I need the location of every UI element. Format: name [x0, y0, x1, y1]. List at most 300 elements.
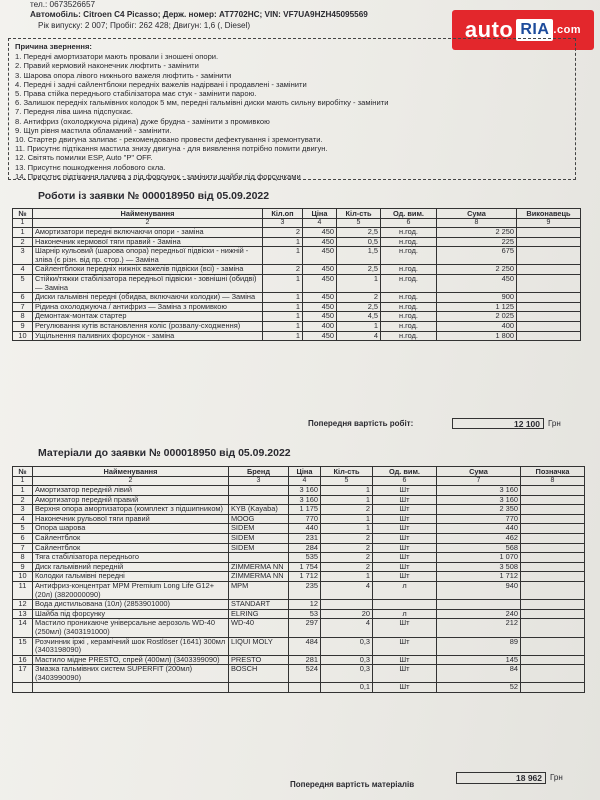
- materials-cell-mark: [521, 572, 585, 582]
- works-cell-unit: н.год.: [381, 312, 437, 322]
- works-row: [13, 237, 581, 247]
- materials-cell-name: Вода дистильована (10л) (2853901000): [33, 600, 229, 610]
- materials-cell-brand: ZIMMERMA NN: [229, 572, 289, 582]
- materials-cell-n: 15: [13, 637, 33, 655]
- materials-cell-price: [289, 683, 321, 693]
- materials-row: [13, 600, 585, 610]
- works-title: Роботи із заявки № 000018950 від 05.09.2022: [38, 190, 270, 202]
- materials-cell-name: Сайлентблок: [33, 543, 229, 553]
- materials-cell-unit: Шт: [373, 683, 437, 693]
- materials-cell-qty: 0,3: [321, 637, 373, 655]
- works-cell-n: 5: [13, 274, 33, 292]
- materials-row: [13, 609, 585, 619]
- materials-cell-sum: 1 070: [437, 553, 521, 563]
- works-row: [13, 331, 581, 341]
- materials-cell-price: 231: [289, 533, 321, 543]
- materials-cell-brand: SIDEM: [229, 533, 289, 543]
- materials-cell-price: 235: [289, 581, 321, 599]
- materials-cell-n: 9: [13, 562, 33, 572]
- works-cell-ops: 1: [263, 293, 303, 303]
- materials-cell-qty: 2: [321, 553, 373, 563]
- materials-cell-mark: [521, 581, 585, 599]
- materials-cell-name: Шайба під форсунку: [33, 609, 229, 619]
- works-header-cell: Кіл-сть: [337, 209, 381, 219]
- materials-cell-sum: 145: [437, 655, 521, 665]
- materials-cell-sum: 212: [437, 619, 521, 637]
- materials-row: [13, 619, 585, 637]
- materials-cell-brand: [229, 495, 289, 505]
- materials-cell-name: Колодки гальмівні передні: [33, 572, 229, 582]
- works-cell-n: 6: [13, 293, 33, 303]
- materials-cell-price: 297: [289, 619, 321, 637]
- materials-colnum-cell: 2: [33, 477, 229, 486]
- materials-cell-qty: 1: [321, 572, 373, 582]
- materials-cell-sum: 940: [437, 581, 521, 599]
- materials-row: [13, 655, 585, 665]
- works-cell-sum: 400: [437, 321, 517, 331]
- works-cell-ops: 1: [263, 321, 303, 331]
- materials-cell-brand: PRESTO: [229, 655, 289, 665]
- materials-cell-n: 7: [13, 543, 33, 553]
- works-cell-ops: 2: [263, 265, 303, 275]
- works-cell-name: Рідина охолоджуюча / антифриз — Заміна з промивкою: [33, 302, 263, 312]
- materials-row: [13, 637, 585, 655]
- materials-cell-n: 10: [13, 572, 33, 582]
- works-cell-qty: 2,5: [337, 265, 381, 275]
- works-cell-qty: 0,5: [337, 237, 381, 247]
- materials-cell-mark: [521, 562, 585, 572]
- works-cell-exec: [517, 302, 581, 312]
- materials-cell-mark: [521, 495, 585, 505]
- works-cell-exec: [517, 274, 581, 292]
- materials-header-cell: Бренд: [229, 467, 289, 477]
- works-cell-unit: н.год.: [381, 265, 437, 275]
- works-cell-sum: 2 250: [437, 265, 517, 275]
- works-colnum-cell: 9: [517, 219, 581, 228]
- works-row: [13, 228, 581, 238]
- materials-cell-sum: 462: [437, 533, 521, 543]
- materials-cell-n: 6: [13, 533, 33, 543]
- works-colnum-cell: 3: [263, 219, 303, 228]
- materials-total-label-text: Попередня вартість матеріалів: [290, 780, 415, 789]
- materials-cell-price: 770: [289, 514, 321, 524]
- works-cell-qty: 4: [337, 331, 381, 341]
- works-cell-exec: [517, 247, 581, 265]
- materials-header-cell: Позначка: [521, 467, 585, 477]
- materials-cell-brand: SIDEM: [229, 543, 289, 553]
- works-row: [13, 265, 581, 275]
- materials-cell-sum: 89: [437, 637, 521, 655]
- materials-header-cell: Кіл-сть: [321, 467, 373, 477]
- materials-row: [13, 486, 585, 496]
- materials-row: [13, 543, 585, 553]
- materials-row: [13, 495, 585, 505]
- works-cell-qty: 1: [337, 274, 381, 292]
- works-cell-price: 450: [303, 247, 337, 265]
- works-cell-qty: 4,5: [337, 312, 381, 322]
- materials-cell-mark: [521, 600, 585, 610]
- logo-brand: auto: [464, 17, 514, 42]
- works-cell-price: 450: [303, 237, 337, 247]
- reason-item: 5. Права стійка переднього стабілізатора має стук - замінити парою.: [15, 89, 257, 99]
- materials-header-cell: Сума: [437, 467, 521, 477]
- works-cell-sum: 675: [437, 247, 517, 265]
- materials-cell-price: 1 712: [289, 572, 321, 582]
- works-cell-name: Ущільнення паливних форсунок - заміна: [33, 331, 263, 341]
- materials-cell-sum: 84: [437, 665, 521, 683]
- works-table: [12, 208, 581, 341]
- works-cell-name: Регулювання кутів встановлення коліс (розвалу-сходження): [33, 321, 263, 331]
- materials-cell-qty: 2: [321, 505, 373, 515]
- materials-cell-unit: л: [373, 609, 437, 619]
- works-cell-exec: [517, 331, 581, 341]
- works-row: [13, 293, 581, 303]
- materials-cell-name: Амортизатор передній лівий: [33, 486, 229, 496]
- materials-cell-mark: [521, 514, 585, 524]
- works-cell-sum: 1 125: [437, 302, 517, 312]
- materials-cell-name: Змазка гальмівних систем SUPERFIT (200мл) (3403990090): [33, 665, 229, 683]
- materials-cell-n: [13, 683, 33, 693]
- works-cell-price: 450: [303, 293, 337, 303]
- works-cell-sum: 2 250: [437, 228, 517, 238]
- materials-cell-sum: 440: [437, 524, 521, 534]
- works-header-cell: Найменування: [33, 209, 263, 219]
- works-header-cell: Ціна: [303, 209, 337, 219]
- reason-item: 8. Антифриз (охолоджуюча рідина) дуже брудна - замінити з промивкою: [15, 116, 270, 126]
- materials-cell-brand: MPM: [229, 581, 289, 599]
- works-cell-name: Сайлентблоки передніх нижніх важелів підвіски (всі) - заміна: [33, 265, 263, 275]
- materials-cell-name: Антифриз-концентрат MPM Premium Long Life G12+ (20л) (3820000090): [33, 581, 229, 599]
- works-cell-n: 3: [13, 247, 33, 265]
- materials-cell-mark: [521, 533, 585, 543]
- materials-cell-qty: 2: [321, 562, 373, 572]
- works-cell-n: 1: [13, 228, 33, 238]
- materials-colnum-cell: 6: [373, 477, 437, 486]
- works-cell-price: 450: [303, 302, 337, 312]
- materials-cell-mark: [521, 524, 585, 534]
- works-cell-unit: н.год.: [381, 302, 437, 312]
- works-cell-name: Диски гальмівні передні (обидва, включаючи колодки) — Заміна: [33, 293, 263, 303]
- materials-cell-n: 13: [13, 609, 33, 619]
- reasons-box: [8, 38, 576, 180]
- reason-item: 3. Шарова опора лівого нижнього важеля люфтить - замінити: [15, 70, 232, 80]
- works-header-cell: Сума: [437, 209, 517, 219]
- works-cell-price: 450: [303, 274, 337, 292]
- materials-header-cell: Ціна: [289, 467, 321, 477]
- materials-cell-n: 14: [13, 619, 33, 637]
- materials-row: [13, 533, 585, 543]
- works-cell-price: 400: [303, 321, 337, 331]
- materials-cell-sum: 770: [437, 514, 521, 524]
- materials-cell-unit: Шт: [373, 486, 437, 496]
- works-total-label: [308, 419, 413, 428]
- materials-colnum-cell: 3: [229, 477, 289, 486]
- materials-cell-name: Тяга стабілізатора переднього: [33, 553, 229, 563]
- materials-colnum-cell: 7: [437, 477, 521, 486]
- materials-cell-unit: Шт: [373, 655, 437, 665]
- materials-cell-price: 3 160: [289, 495, 321, 505]
- materials-cell-qty: 1: [321, 495, 373, 505]
- works-cell-price: 450: [303, 312, 337, 322]
- materials-cell-sum: 1 712: [437, 572, 521, 582]
- materials-cell-price: 12: [289, 600, 321, 610]
- works-cell-sum: 450: [437, 274, 517, 292]
- materials-cell-mark: [521, 619, 585, 637]
- materials-table: [12, 466, 585, 693]
- materials-cell-qty: [321, 600, 373, 610]
- works-cell-n: 8: [13, 312, 33, 322]
- materials-cell-sum: 2 350: [437, 505, 521, 515]
- materials-cell-n: 3: [13, 505, 33, 515]
- materials-cell-name: Мастило проникаюче універсальне аерозоль WD-40 (250мл) (3403191000): [33, 619, 229, 637]
- materials-cell-qty: 0,3: [321, 655, 373, 665]
- materials-row: [13, 665, 585, 683]
- works-cell-ops: 1: [263, 237, 303, 247]
- materials-cell-brand: LIQUI MOLY: [229, 637, 289, 655]
- materials-cell-price: 1 754: [289, 562, 321, 572]
- materials-cell-sum: 3 160: [437, 495, 521, 505]
- works-cell-ops: 2: [263, 228, 303, 238]
- works-cell-n: 7: [13, 302, 33, 312]
- works-cell-name: Амортизатори передні включаючи опори - заміна: [33, 228, 263, 238]
- works-cell-sum: 225: [437, 237, 517, 247]
- works-row: [13, 321, 581, 331]
- works-cell-unit: н.год.: [381, 274, 437, 292]
- works-cell-n: 9: [13, 321, 33, 331]
- materials-header-cell: Найменування: [33, 467, 229, 477]
- works-cell-name: Демонтаж-монтаж стартер: [33, 312, 263, 322]
- materials-row: [13, 505, 585, 515]
- works-cell-price: 450: [303, 228, 337, 238]
- works-colnum-cell: 1: [13, 219, 33, 228]
- works-cell-exec: [517, 312, 581, 322]
- works-colnum-cell: 5: [337, 219, 381, 228]
- works-cell-unit: н.год.: [381, 321, 437, 331]
- materials-row: [13, 514, 585, 524]
- materials-cell-mark: [521, 543, 585, 553]
- works-cell-ops: 1: [263, 274, 303, 292]
- materials-cell-n: 12: [13, 600, 33, 610]
- works-cell-exec: [517, 321, 581, 331]
- materials-cell-name: [33, 683, 229, 693]
- materials-cell-unit: Шт: [373, 533, 437, 543]
- materials-cell-mark: [521, 655, 585, 665]
- materials-cell-name: Сайлентблок: [33, 533, 229, 543]
- works-cell-ops: 1: [263, 302, 303, 312]
- materials-cell-qty: 1: [321, 524, 373, 534]
- materials-colnum-cell: 1: [13, 477, 33, 486]
- works-cell-ops: 1: [263, 247, 303, 265]
- reason-item: 14. Присутнє підтікання палива з під форсунок - замінити шайби під форсунками: [15, 171, 301, 181]
- reason-item: 2. Правий кермовий наконечник люфтить - замінити: [15, 61, 199, 71]
- works-cell-unit: н.год.: [381, 247, 437, 265]
- works-row: [13, 312, 581, 322]
- materials-cell-price: 53: [289, 609, 321, 619]
- materials-cell-sum: [437, 600, 521, 610]
- works-row: [13, 247, 581, 265]
- works-header-cell: Кіл.оп: [263, 209, 303, 219]
- materials-cell-mark: [521, 665, 585, 683]
- works-cell-unit: н.год.: [381, 293, 437, 303]
- materials-cell-brand: [229, 486, 289, 496]
- materials-cell-mark: [521, 683, 585, 693]
- works-cell-exec: [517, 293, 581, 303]
- works-cell-exec: [517, 228, 581, 238]
- materials-cell-n: 11: [13, 581, 33, 599]
- materials-cell-unit: Шт: [373, 665, 437, 683]
- works-cell-n: 10: [13, 331, 33, 341]
- materials-cell-brand: ZIMMERMA NN: [229, 562, 289, 572]
- materials-cell-brand: BOSCH: [229, 665, 289, 683]
- car-label: Автомобіль:: [30, 10, 81, 19]
- works-cell-sum: 2 025: [437, 312, 517, 322]
- materials-cell-price: 281: [289, 655, 321, 665]
- materials-cell-name: Амортизатор передній правий: [33, 495, 229, 505]
- works-colnum-cell: 4: [303, 219, 337, 228]
- materials-cell-price: 484: [289, 637, 321, 655]
- materials-cell-unit: Шт: [373, 543, 437, 553]
- materials-row: [13, 524, 585, 534]
- materials-cell-brand: [229, 683, 289, 693]
- car-line: [30, 10, 368, 20]
- works-colnum-cell: 6: [381, 219, 437, 228]
- logo-domain: .com: [553, 24, 582, 36]
- works-cell-exec: [517, 237, 581, 247]
- materials-cell-sum: 52: [437, 683, 521, 693]
- materials-cell-price: 1 175: [289, 505, 321, 515]
- materials-cell-price: 535: [289, 553, 321, 563]
- materials-cell-unit: Шт: [373, 495, 437, 505]
- materials-cell-qty: 1: [321, 514, 373, 524]
- materials-cell-unit: Шт: [373, 553, 437, 563]
- works-total-value: 12 100: [452, 418, 544, 429]
- materials-cell-n: 5: [13, 524, 33, 534]
- materials-cell-unit: л: [373, 581, 437, 599]
- works-header-cell: Од. вим.: [381, 209, 437, 219]
- materials-cell-mark: [521, 637, 585, 655]
- reason-item: 12. Світять помилки ESP, Auto "P" OFF.: [15, 153, 153, 163]
- materials-cell-unit: [373, 600, 437, 610]
- car-value: Citroen C4 Picasso; Держ. номер: АТ7702НС; VIN: VF7UA9HZH45095569: [83, 10, 368, 19]
- materials-cell-name: Диск гальмівний передній: [33, 562, 229, 572]
- materials-row: [13, 683, 585, 693]
- materials-cell-mark: [521, 609, 585, 619]
- works-cell-qty: 2: [337, 293, 381, 303]
- works-cell-qty: 2,5: [337, 228, 381, 238]
- reason-item: 11. Присутнє підтікання мастила знизу двигуна - для виявлення потрібно помити двигун.: [15, 144, 328, 154]
- works-cell-ops: 1: [263, 312, 303, 322]
- materials-colnum-cell: 5: [321, 477, 373, 486]
- materials-cell-n: 1: [13, 486, 33, 496]
- materials-cell-sum: 3 508: [437, 562, 521, 572]
- works-cell-name: Шарнір кульовий (шарова опора) передньої підвіски - нижній - зліва (є різн. від пр. стор.) — Заміна: [33, 247, 263, 265]
- works-cell-sum: 900: [437, 293, 517, 303]
- works-cell-qty: 1,5: [337, 247, 381, 265]
- works-total-label-text: Попередня вартість робіт:: [308, 419, 414, 428]
- materials-cell-brand: ELRING: [229, 609, 289, 619]
- works-cell-name: Наконечник кермової тяги правий - Заміна: [33, 237, 263, 247]
- materials-total-value: 18 962: [456, 772, 546, 784]
- materials-cell-name: Розчинник іржі , керамічний шок Rostlöser (1641) 300мл (3403198090): [33, 637, 229, 655]
- logo-ria: RIA: [516, 19, 553, 41]
- reasons-title: Причина звернення:: [15, 42, 92, 51]
- materials-title: Матеріали до заявки № 000018950 від 05.09.2022: [38, 447, 291, 459]
- materials-cell-sum: 3 160: [437, 486, 521, 496]
- materials-total-currency: Грн: [550, 773, 563, 782]
- materials-cell-unit: Шт: [373, 514, 437, 524]
- materials-row: [13, 572, 585, 582]
- materials-cell-name: Наконечник рульової тяги правий: [33, 514, 229, 524]
- materials-cell-qty: 1: [321, 486, 373, 496]
- materials-cell-brand: SIDEM: [229, 524, 289, 534]
- materials-cell-n: 17: [13, 665, 33, 683]
- materials-cell-mark: [521, 505, 585, 515]
- materials-cell-price: 3 160: [289, 486, 321, 496]
- materials-cell-name: Опора шарова: [33, 524, 229, 534]
- works-cell-price: 450: [303, 265, 337, 275]
- materials-cell-n: 4: [13, 514, 33, 524]
- materials-cell-brand: WD-40: [229, 619, 289, 637]
- materials-cell-unit: Шт: [373, 572, 437, 582]
- works-cell-price: 450: [303, 331, 337, 341]
- works-cell-ops: 1: [263, 331, 303, 341]
- works-cell-n: 2: [13, 237, 33, 247]
- works-row: [13, 302, 581, 312]
- materials-cell-unit: Шт: [373, 524, 437, 534]
- materials-cell-sum: 240: [437, 609, 521, 619]
- works-row: [13, 274, 581, 292]
- materials-cell-unit: Шт: [373, 619, 437, 637]
- works-header-cell: №: [13, 209, 33, 219]
- works-cell-qty: 1: [337, 321, 381, 331]
- materials-cell-name: Верхня опора амортизатора (комплект з підшипником): [33, 505, 229, 515]
- reason-item: 13. Присутнє пошкодження лобового скла.: [15, 162, 166, 172]
- phone-line: тел.: 0673526657: [30, 0, 96, 9]
- works-cell-exec: [517, 265, 581, 275]
- materials-row: [13, 562, 585, 572]
- materials-cell-qty: 20: [321, 609, 373, 619]
- materials-cell-brand: STANDART: [229, 600, 289, 610]
- works-cell-n: 4: [13, 265, 33, 275]
- materials-cell-brand: KYB (Kayaba): [229, 505, 289, 515]
- reason-item: 9. Щуп рівня мастила обламаний - замінити.: [15, 125, 172, 135]
- materials-cell-sum: 568: [437, 543, 521, 553]
- works-cell-qty: 2,5: [337, 302, 381, 312]
- car-details-line: Рік випуску: 2 007; Пробіг: 262 428; Двигун: 1,6 (, Diesel): [38, 21, 251, 30]
- materials-total-label: [290, 780, 414, 789]
- materials-header-cell: №: [13, 467, 33, 477]
- materials-cell-price: 284: [289, 543, 321, 553]
- works-cell-unit: н.год.: [381, 331, 437, 341]
- works-total-currency: Грн: [548, 419, 561, 428]
- materials-cell-qty: 4: [321, 581, 373, 599]
- reason-item: 10. Стартер двигуна залипає - рекомендовано провести дефектування і зремонтувати.: [15, 135, 323, 145]
- materials-cell-price: 524: [289, 665, 321, 683]
- materials-cell-qty: 2: [321, 533, 373, 543]
- materials-row: [13, 581, 585, 599]
- works-cell-name: Стійки/тяжки стабілізатора передньої підвіски - зовнішні (обидві) — Заміна: [33, 274, 263, 292]
- works-header-cell: Виконавець: [517, 209, 581, 219]
- materials-cell-qty: 4: [321, 619, 373, 637]
- materials-cell-unit: Шт: [373, 505, 437, 515]
- materials-cell-qty: 2: [321, 543, 373, 553]
- materials-cell-mark: [521, 553, 585, 563]
- materials-header-cell: Од. вим.: [373, 467, 437, 477]
- works-cell-sum: 1 800: [437, 331, 517, 341]
- materials-cell-n: 8: [13, 553, 33, 563]
- materials-row: [13, 553, 585, 563]
- materials-cell-unit: Шт: [373, 562, 437, 572]
